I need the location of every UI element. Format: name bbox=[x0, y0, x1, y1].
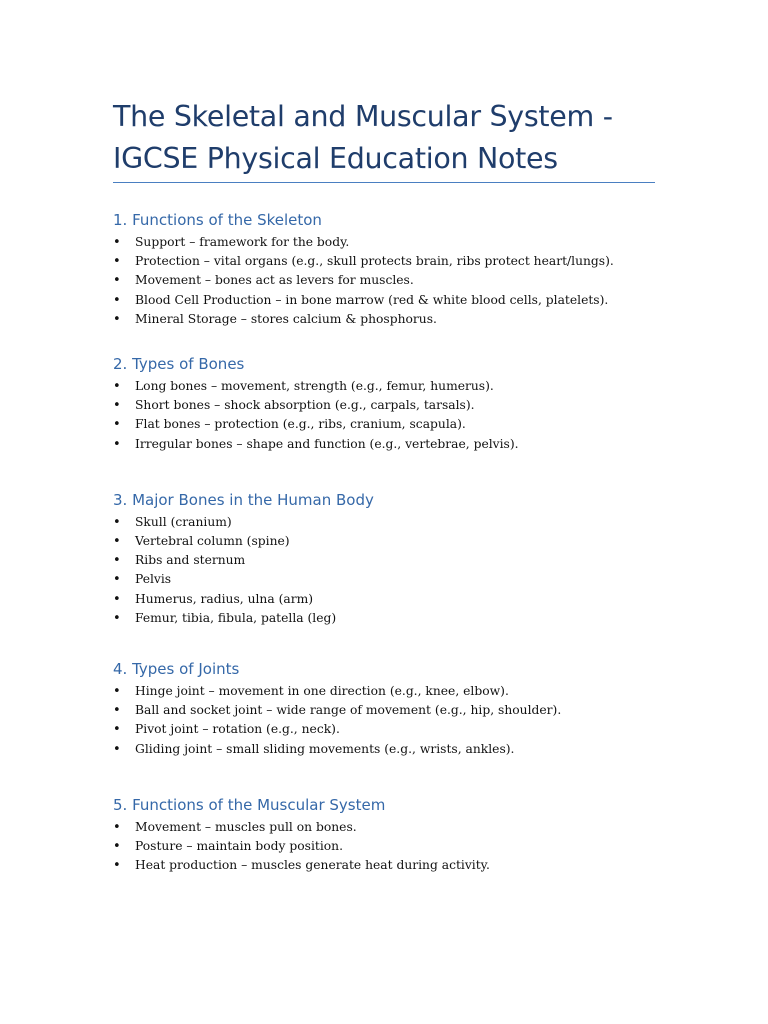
bullet-icon: • bbox=[113, 610, 121, 626]
bullet-icon: • bbox=[113, 235, 121, 250]
section-heading: 3. Major Bones in the Human Body bbox=[113, 490, 374, 509]
list-item bbox=[113, 720, 655, 739]
section-heading: 1. Functions of the Skeleton bbox=[113, 211, 322, 229]
bullet-icon: • bbox=[113, 858, 121, 874]
list-item bbox=[113, 513, 655, 532]
document-page bbox=[113, 96, 655, 875]
list-item-text: Flat bones – protection (e.g., ribs, cranium, scapula). bbox=[135, 417, 466, 432]
section-heading: 5. Functions of the Muscular System bbox=[113, 795, 386, 814]
bullet-icon: • bbox=[113, 436, 121, 452]
bullet-icon: • bbox=[113, 534, 121, 550]
list-item bbox=[113, 435, 655, 454]
list-item-text: Blood Cell Production – in bone marrow (red & white blood cells, platelets). bbox=[135, 292, 609, 307]
list-item-text: Hinge joint – movement in one direction (e.g., knee, elbow). bbox=[135, 684, 509, 699]
section-5 bbox=[113, 795, 655, 876]
bullet-icon: • bbox=[113, 839, 121, 855]
list-item bbox=[113, 396, 655, 415]
section-heading: 4. Types of Joints bbox=[113, 660, 240, 679]
list-item bbox=[113, 532, 655, 551]
list-item-text: Posture – maintain body position. bbox=[135, 839, 343, 854]
list-item-text: Ball and socket joint – wide range of movement (e.g., hip, shoulder). bbox=[135, 703, 562, 718]
list-item-text: Support – framework for the body. bbox=[135, 235, 350, 249]
list-item bbox=[113, 740, 655, 759]
list-item-text: Ribs and sternum bbox=[135, 553, 246, 568]
bullet-icon: • bbox=[113, 553, 121, 569]
list-item bbox=[113, 233, 655, 252]
bullet-icon: • bbox=[113, 311, 121, 327]
section-heading: 2. Types of Bones bbox=[113, 355, 245, 374]
bullet-icon: • bbox=[113, 591, 121, 607]
bullet-list bbox=[113, 818, 655, 876]
list-item bbox=[113, 682, 655, 701]
list-item-text: Humerus, radius, ulna (arm) bbox=[135, 591, 314, 606]
document-title-line-1: The Skeletal and Muscular System - bbox=[113, 100, 613, 133]
list-item-text: Movement – bones act as levers for muscles. bbox=[135, 273, 414, 288]
bullet-list bbox=[113, 377, 655, 454]
list-item-text: Vertebral column (spine) bbox=[135, 534, 290, 549]
list-item-text: Irregular bones – shape and function (e.g., vertebrae, pelvis). bbox=[135, 436, 519, 451]
list-item-text: Femur, tibia, fibula, patella (leg) bbox=[135, 610, 337, 625]
list-item-text: Short bones – shock absorption (e.g., carpals, tarsals). bbox=[135, 398, 475, 413]
sections-container bbox=[113, 210, 655, 875]
list-item bbox=[113, 570, 655, 589]
list-item bbox=[113, 818, 655, 837]
list-item bbox=[113, 415, 655, 434]
list-item-text: Pivot joint – rotation (e.g., neck). bbox=[135, 722, 340, 737]
bullet-icon: • bbox=[113, 273, 121, 289]
bullet-icon: • bbox=[113, 572, 121, 588]
list-item bbox=[113, 377, 655, 396]
list-item bbox=[113, 837, 655, 856]
bullet-icon: • bbox=[113, 722, 121, 738]
list-item-text: Pelvis bbox=[135, 572, 172, 587]
bullet-list bbox=[113, 682, 655, 759]
bullet-icon: • bbox=[113, 514, 121, 530]
bullet-icon: • bbox=[113, 379, 121, 395]
list-item-text: Long bones – movement, strength (e.g., femur, humerus). bbox=[135, 379, 494, 394]
bullet-icon: • bbox=[113, 741, 121, 757]
list-item-text: Heat production – muscles generate heat during activity. bbox=[135, 858, 490, 873]
list-item bbox=[113, 856, 655, 875]
bullet-icon: • bbox=[113, 254, 121, 270]
list-item-text: Movement – muscles pull on bones. bbox=[135, 819, 357, 834]
bullet-icon: • bbox=[113, 819, 121, 835]
list-item bbox=[113, 252, 655, 271]
title-divider bbox=[113, 182, 655, 183]
section-4 bbox=[113, 659, 655, 759]
list-item bbox=[113, 291, 655, 310]
list-item bbox=[113, 590, 655, 609]
bullet-icon: • bbox=[113, 684, 121, 700]
list-item bbox=[113, 701, 655, 720]
list-item bbox=[113, 310, 655, 329]
list-item-text: Gliding joint – small sliding movements (e.g., wrists, ankles). bbox=[135, 741, 515, 756]
bullet-icon: • bbox=[113, 398, 121, 414]
document-title bbox=[113, 96, 655, 180]
bullet-icon: • bbox=[113, 417, 121, 433]
list-item bbox=[113, 609, 655, 628]
bullet-list bbox=[113, 513, 655, 628]
section-1 bbox=[113, 210, 655, 329]
list-item-text: Protection – vital organs (e.g., skull protects brain, ribs protect heart/lungs). bbox=[135, 254, 614, 269]
list-item bbox=[113, 271, 655, 290]
bullet-icon: • bbox=[113, 703, 121, 719]
document-title-line-2: IGCSE Physical Education Notes bbox=[113, 142, 558, 175]
section-2 bbox=[113, 354, 655, 454]
list-item bbox=[113, 551, 655, 570]
section-3 bbox=[113, 490, 655, 628]
list-item-text: Mineral Storage – stores calcium & phosphorus. bbox=[135, 311, 437, 326]
bullet-list bbox=[113, 233, 655, 329]
bullet-icon: • bbox=[113, 292, 121, 308]
list-item-text: Skull (cranium) bbox=[135, 514, 232, 529]
